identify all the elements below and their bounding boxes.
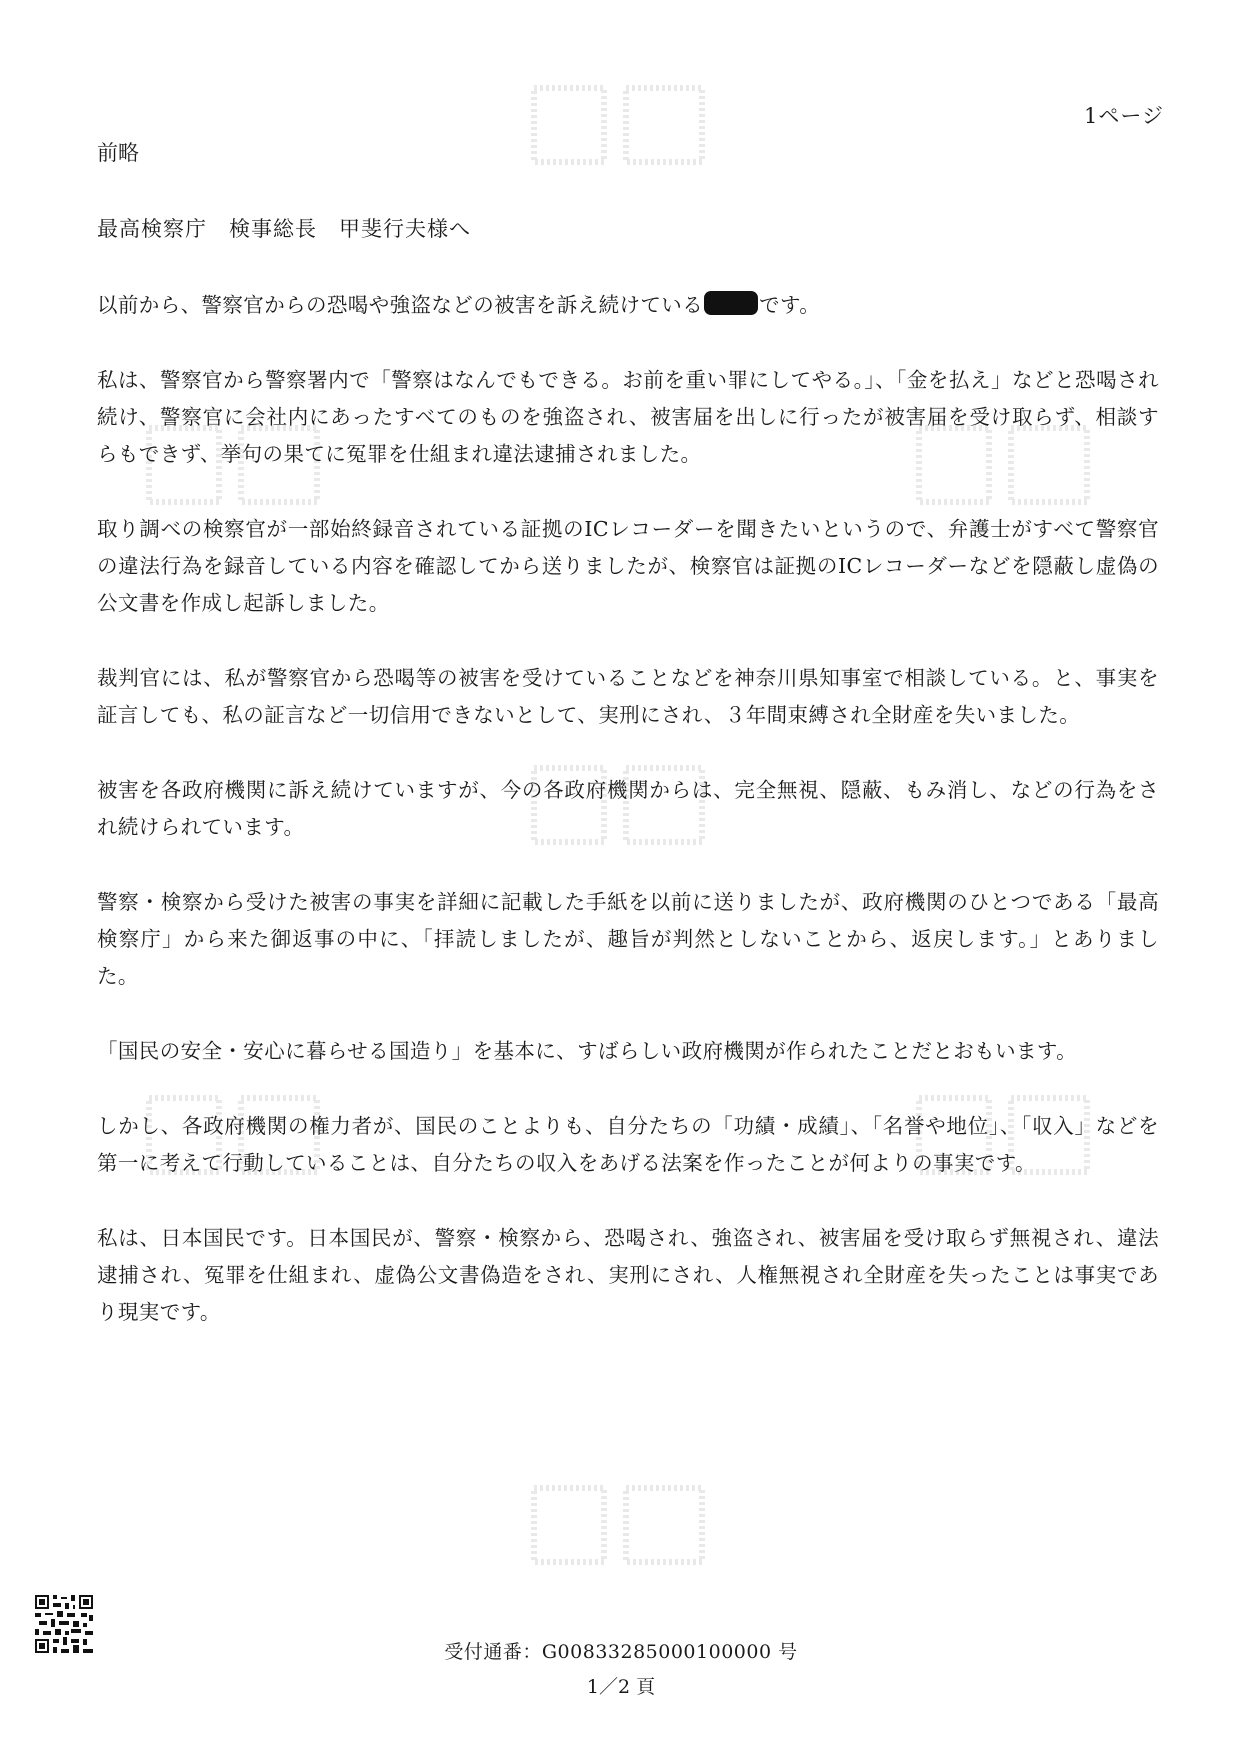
watermark-stamp-icon bbox=[530, 80, 710, 170]
paragraph-7: 「国民の安全・安心に暮らせる国造り」を基本に、すばらしい政府機関が作られたことだとおもいます。 bbox=[97, 1039, 1078, 1063]
paragraph-6: 警察・検察から受けた被害の事実を詳細に記載した手紙を以前に送りましたが、政府機関のひとつである「最高検察庁」から来た御返事の中に、「拝読しましたが、趣旨が判然としないことから、返戻します。」とありました。 bbox=[97, 890, 1159, 988]
watermark-stamp-icon bbox=[530, 1480, 710, 1570]
letter-body bbox=[97, 287, 1159, 1369]
paragraph-4: 裁判官には、私が警察官から恐喝等の被害を受けていることなどを神奈川県知事室で相談している。と、事実を証言しても、私の証言など一切信用できないとして、実刑にされ、３年間束縛され全財産を失いました。 bbox=[97, 666, 1159, 727]
page-number: 1／2 頁 bbox=[586, 1676, 656, 1698]
addressee: 最高検察庁 検事総長 甲斐行夫様へ bbox=[97, 217, 471, 241]
receipt-number: 受付通番：G00833285000100000 号 bbox=[444, 1641, 798, 1663]
paragraph-2: 私は、警察官から警察署内で「警察はなんでもできる。お前を重い罪にしてやる。」、「金を払え」などと恐喝され続け、警察官に会社内にあったすべてのものを強盗され、被害届を出しに行ったが被害届を受け取らず、相談すらもできず、挙句の果てに冤罪を仕組まれ違法逮捕されました。 bbox=[97, 368, 1159, 466]
intro-text-end: です。 bbox=[759, 293, 821, 317]
intro-text: 以前から、警察官からの恐喝や強盗などの被害を訴え続けている bbox=[97, 293, 704, 317]
paragraph-intro bbox=[97, 287, 1159, 324]
redaction-block bbox=[704, 291, 758, 315]
paragraph-8: しかし、各政府機関の権力者が、国民のことよりも、自分たちの「功績・成績」、「名誉や地位」、「収入」などを第一に考えて行動していることは、自分たちの収入をあげる法案を作ったことが何よりの事実です。 bbox=[97, 1114, 1159, 1175]
greeting: 前略 bbox=[97, 141, 139, 165]
paragraph-5: 被害を各政府機関に訴え続けていますが、今の各政府機関からは、完全無視、隠蔽、もみ消し、などの行為をされ続けられています。 bbox=[97, 778, 1159, 839]
paragraph-3: 取り調べの検察官が一部始終録音されている証拠のICレコーダーを聞きたいというので、弁護士がすべて警察官の違法行為を録音している内容を確認してから送りましたが、検察官は証拠のICレコーダーなどを隠蔽し虚偽の公文書を作成し起訴しました。 bbox=[97, 517, 1159, 615]
page-label: 1ページ bbox=[1084, 104, 1164, 128]
paragraph-9: 私は、日本国民です。日本国民が、警察・検察から、恐喝され、強盗され、被害届を受け取らず無視され、違法逮捕され、冤罪を仕組まれ、虚偽公文書偽造をされ、実刑にされ、人権無視され全財産を失ったことは事実であり現実です。 bbox=[97, 1226, 1159, 1324]
